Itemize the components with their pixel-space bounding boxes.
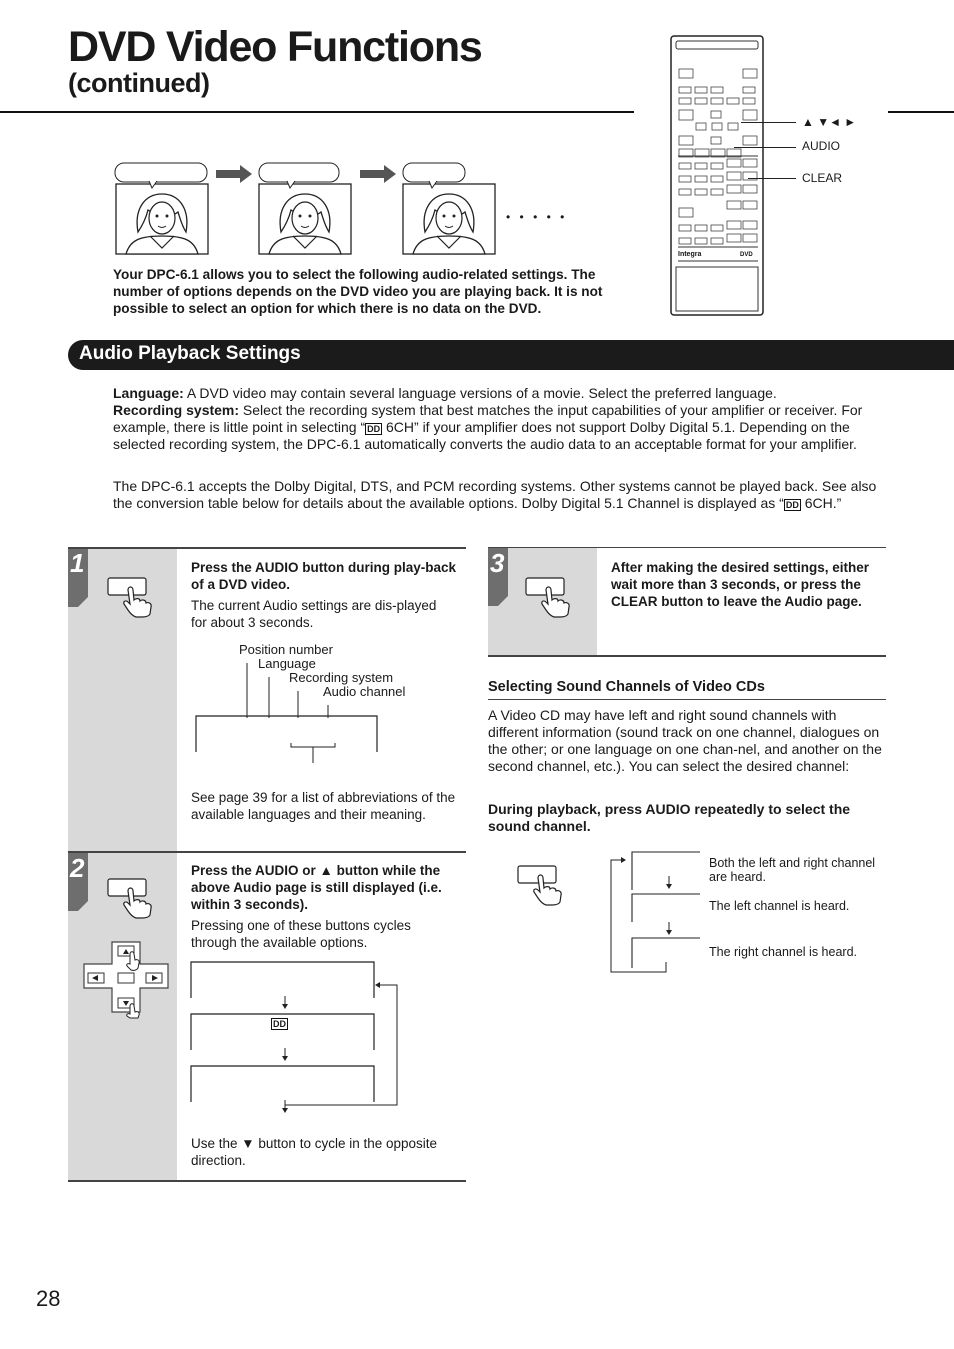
step2-instruction [191, 862, 461, 913]
section-description [113, 385, 888, 453]
page-subtitle: (continued) [68, 68, 210, 98]
callout-language: Language [258, 656, 316, 671]
audio-callout-line [734, 147, 796, 148]
up-arrow-icon: ▲ [319, 863, 333, 878]
audio-language-screens-illustration [112, 160, 582, 258]
hand-press-audio-icon [516, 864, 574, 906]
vcd-heading-rule [488, 699, 886, 700]
recording-text-2: 6CH” if your amplifier does not support Dolby Digital 5.1. Depending on the selected recording system, the DPC-6.1 automatically converts the audio data to an acceptable format for your amplifier. [113, 419, 857, 452]
title-rule-right [888, 111, 954, 113]
step1-number: 1 [70, 548, 85, 578]
vcd-description: A Video CD may have left and right sound channels with different information (sound track on one channel, dialogues on the other; or one language on one chan-nel, and another on the second channel, etc.). You can select the desired channel: [488, 707, 882, 774]
remote-badge: DVD [740, 252, 753, 258]
step1-note: The current Audio settings are dis-played for about 3 seconds. [191, 598, 437, 630]
remote-control-illustration [668, 35, 768, 317]
page-number: 28 [36, 1286, 61, 1311]
step2-footer-b: button to cycle in the opposite direction. [191, 1136, 438, 1168]
vcd-instruction: During playback, press AUDIO repeatedly to select the sound channel. [488, 801, 851, 834]
intro-paragraph: Your DPC-6.1 allows you to select the following audio-related settings. The number of options depends on the DVD video you are playing back. It is not possible to select an option for which there is no data on the DVD. [113, 267, 603, 316]
recording-systems-paragraph [113, 478, 888, 512]
audio-page-display-diagram [190, 655, 385, 767]
step1-footer: See page 39 for a list of abbreviations of the available languages and their meaning. [191, 790, 456, 822]
option-right-channel: The right channel is heard. [709, 945, 858, 959]
step2-instruction-b: button while the above Audio page is still displayed (i.e. within 3 seconds). [191, 863, 442, 912]
step3-bottom-rule [488, 655, 886, 657]
audio-options-cycle-diagram [188, 958, 403, 1118]
language-term: Language: [113, 385, 184, 401]
callout-audio-channel: Audio channel [323, 684, 406, 699]
hand-press-audio-icon [106, 877, 164, 919]
step2-footer [191, 1135, 441, 1169]
remote-brand: Integra [678, 251, 702, 258]
clear-callout-line [748, 178, 796, 179]
step1-instruction: Press the AUDIO button during play-back of a DVD video. [191, 560, 457, 592]
step2-instruction-a: Press the AUDIO or [191, 863, 320, 878]
option-left-channel: The left channel is heard. [709, 899, 850, 913]
cursor-pad-icon [82, 940, 172, 1020]
option-both-channels: Both the left and right channel are heard. [709, 856, 876, 884]
language-text: A DVD video may contain several language versions of a movie. Select the preferred language. [183, 385, 777, 401]
step3-instruction: After making the desired settings, either wait more than 3 seconds, or press the CLEAR button to leave the Audio page. [611, 560, 870, 609]
callout-position-number: Position number [239, 642, 333, 657]
vcd-heading: Selecting Sound Channels of Video CDs [488, 679, 765, 695]
sound-channel-cycle-diagram [606, 850, 706, 975]
page-title: DVD Video Functions [68, 23, 482, 71]
dolby-symbol: DD [785, 500, 799, 510]
para2-text-a: The DPC-6.1 accepts the Dolby Digital, DTS, and PCM recording systems. Other systems cannot be played back. See also the conversion table below for details about the available options. Dolby Digital 5.1 Channel is displayed as “ [113, 478, 877, 511]
step2-note: Pressing one of these buttons cycles through the available options. [191, 918, 411, 950]
dolby-symbol: DD [367, 424, 381, 434]
para2-text-b: 6CH.” [800, 495, 842, 511]
section-band [68, 340, 954, 370]
step3-number: 3 [490, 548, 505, 578]
hand-press-audio-icon [106, 576, 164, 618]
arrows-callout-label: ▲ ▼◄ ► [802, 115, 857, 129]
title-rule [0, 111, 634, 113]
down-arrow-icon: ▼ [241, 1136, 255, 1151]
more-screens-ellipsis: • • • • • [506, 210, 568, 224]
callout-recording-system: Recording system [289, 670, 394, 685]
dolby-symbol: DD [273, 1019, 286, 1029]
audio-callout-label: AUDIO [802, 139, 841, 153]
step2-bottom-rule [68, 1180, 466, 1182]
clear-callout-label: CLEAR [802, 171, 843, 185]
recording-term: Recording system: [113, 402, 240, 418]
arrows-callout-line [741, 122, 796, 123]
hand-press-clear-icon [524, 576, 582, 618]
step2-number: 2 [70, 853, 85, 883]
recording-text-1: Select the recording system that best matches the input capabilities of your amplifier or receiver. For example, there is little point in selecting “ [113, 402, 863, 435]
section-heading: Audio Playback Settings [79, 343, 301, 364]
step2-footer-a: Use the [191, 1136, 242, 1151]
